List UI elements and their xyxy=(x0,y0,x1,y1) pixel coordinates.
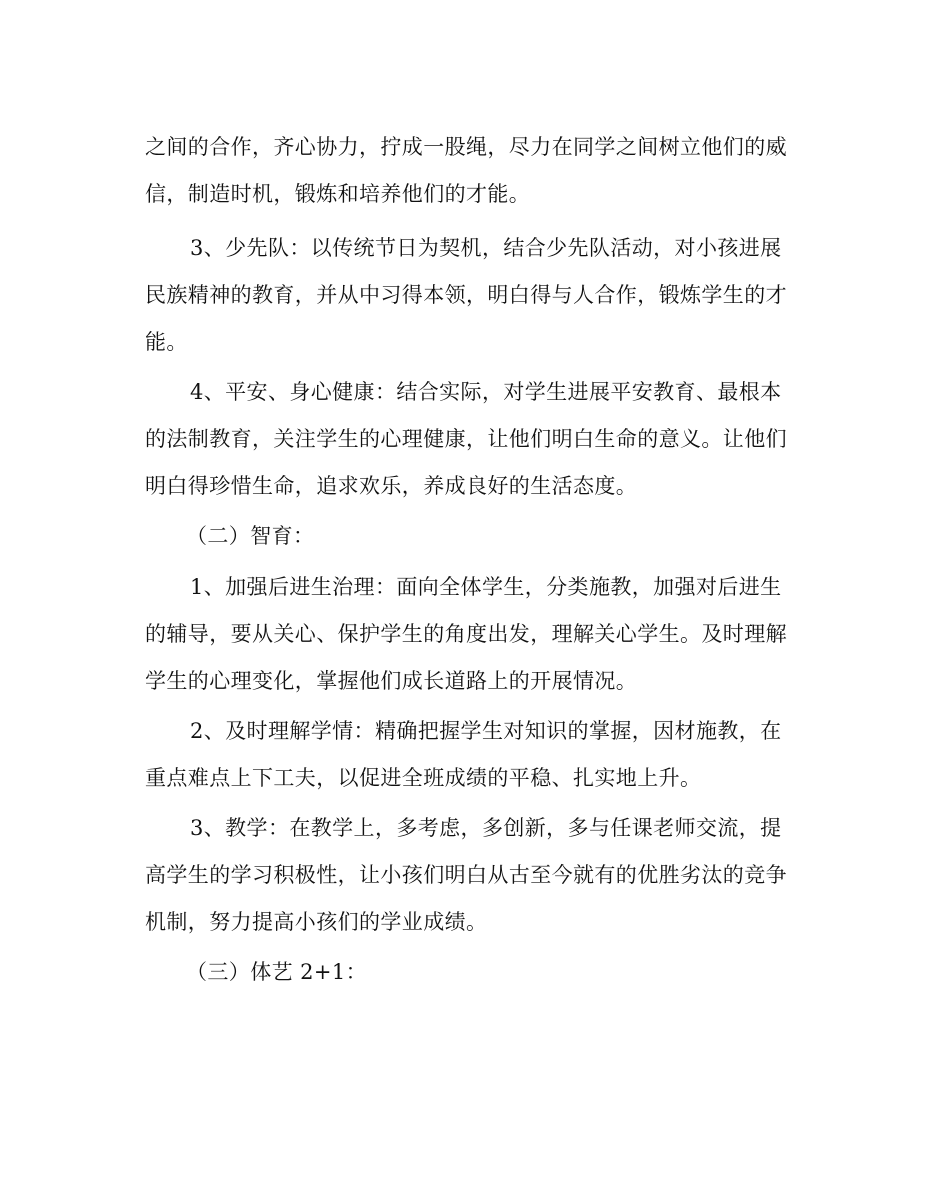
text-line: 民族精神的教育，并从中习得本领，明白得与人合作，锻炼学生的才 xyxy=(145,283,787,307)
text-line: 2、及时理解学情：精确把握学生对知识的掌握，因材施教，在 xyxy=(190,719,782,743)
section-heading: （三）体艺 2+1： xyxy=(186,960,367,984)
text-line: 机制，努力提高小孩们的学业成绩。 xyxy=(145,910,488,934)
text-line: 学生的心理变化，掌握他们成长道路上的开展情况。 xyxy=(145,669,638,693)
text-line: 重点难点上下工夫，以促进全班成绩的平稳、扎实地上升。 xyxy=(145,766,702,790)
text-line: 明白得珍惜生命，追求欢乐，养成良好的生活态度。 xyxy=(145,474,638,498)
text-line: 能。 xyxy=(145,330,188,354)
text-line: 3、教学：在教学上，多考虑，多创新，多与任课老师交流，提 xyxy=(190,816,782,840)
text-line: 的法制教育，关注学生的心理健康，让他们明白生命的意义。让他们 xyxy=(145,427,787,451)
text-line: 的辅导，要从关心、保护学生的角度出发，理解关心学生。及时理解 xyxy=(145,622,787,646)
text-line: 3、少先队：以传统节日为契机，结合少先队活动，对小孩进展 xyxy=(190,236,782,260)
text-line: 信，制造时机，锻炼和培养他们的才能。 xyxy=(145,182,531,206)
text-line: 高学生的学习积极性，让小孩们明白从古至今就有的优胜劣汰的竞争 xyxy=(145,863,787,887)
section-heading: （二）智育： xyxy=(186,524,315,548)
text-line: 之间的合作，齐心协力，拧成一股绳，尽力在同学之间树立他们的威 xyxy=(145,135,787,159)
text-line: 4、平安、身心健康：结合实际，对学生进展平安教育、最根本 xyxy=(190,380,782,404)
text-line: 1、加强后进生治理：面向全体学生，分类施教，加强对后进生 xyxy=(190,575,782,599)
